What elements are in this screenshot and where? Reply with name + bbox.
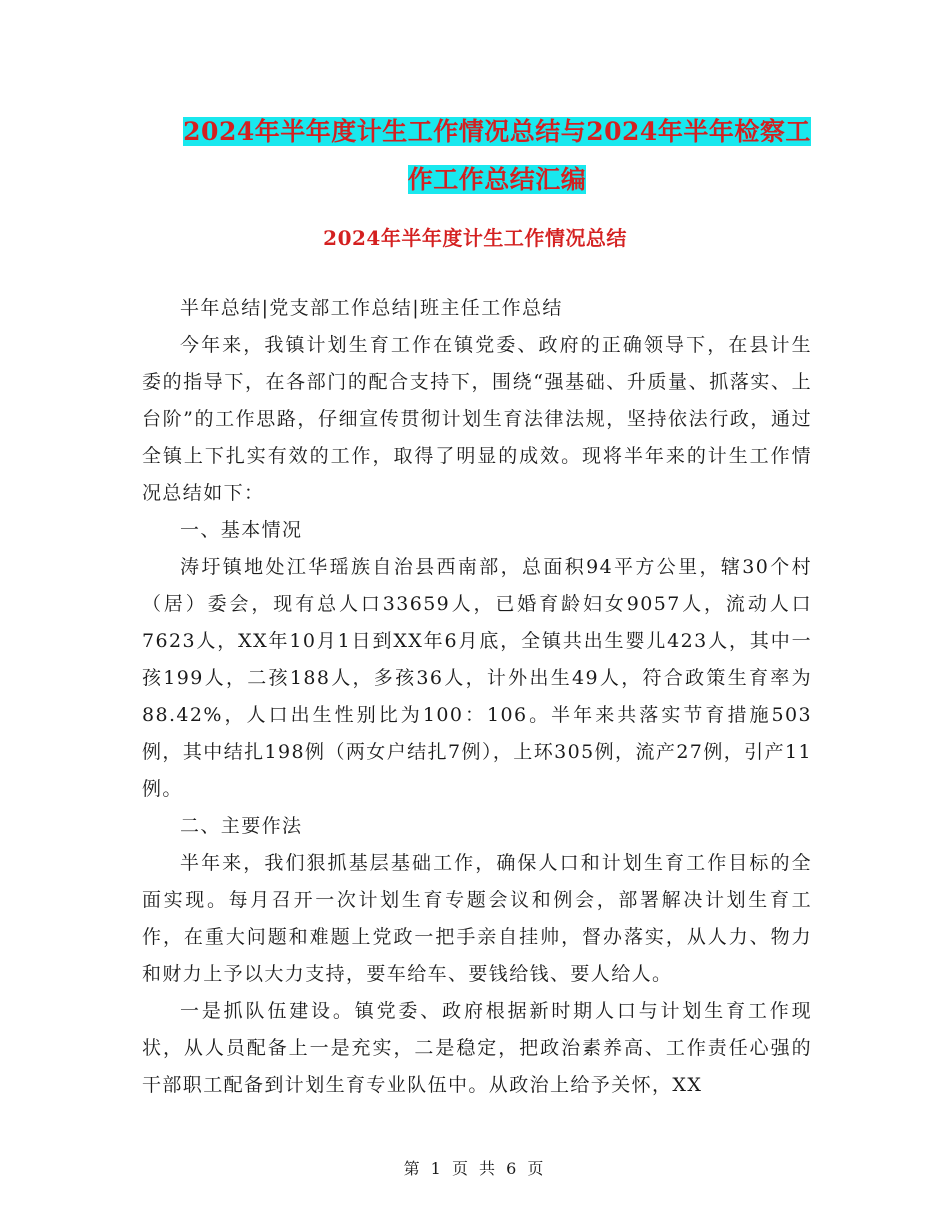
document-title-line-2: 作工作总结汇编 bbox=[407, 165, 587, 194]
paragraph-tags: 半年总结|党支部工作总结|班主任工作总结 bbox=[180, 297, 563, 319]
document-body bbox=[142, 290, 812, 1104]
paragraph-team-building: 一是抓队伍建设。镇党委、政府根据新时期人口与计划生育工作现状，从人员配备上一是充实，二是稳定，把政治素养高、工作责任心强的干部职工配备到计划生育专业队伍中。从政治上给予关怀，XX bbox=[142, 1000, 812, 1096]
section-title: 2024年半年度计生工作情况总结 bbox=[323, 226, 627, 250]
page-footer: 第 1 页 共 6 页 bbox=[403, 1159, 547, 1178]
heading-basic-situation: 一、基本情况 bbox=[180, 519, 303, 541]
document-title bbox=[140, 108, 854, 204]
paragraph-main-practices: 半年来，我们狠抓基层基础工作，确保人口和计划生育工作目标的全面实现。每月召开一次计划生育专题会议和例会，部署解决计划生育工作，在重大问题和难题上党政一把手亲自挂帅，督办落实，从人力、物力和财力上予以大力支持，要车给车、要钱给钱、要人给人。 bbox=[142, 852, 812, 985]
paragraph-basic-situation: 涛圩镇地处江华瑶族自治县西南部，总面积94平方公里，辖30个村（居）委会，现有总人口33659人，已婚育龄妇女9057人，流动人口7623人，XX年10月1日到XX年6月底，全镇共出生婴儿423人，其中一孩199人，二孩188人，多孩36人，计外出生49人，符合政策生育率为88.42%，人口出生性别比为100：106。半年来共落实节育措施503例，其中结扎198例（两女户结扎7例），上环305例，流产27例，引产11例。 bbox=[142, 556, 812, 800]
paragraph-intro: 今年来，我镇计划生育工作在镇党委、政府的正确领导下，在县计生委的指导下，在各部门的配合支持下，围绕“强基础、升质量、抓落实、上台阶”的工作思路，仔细宣传贯彻计划生育法律法规，坚持依法行政，通过全镇上下扎实有效的工作，取得了明显的成效。现将半年来的计生工作情况总结如下： bbox=[142, 334, 812, 504]
document-title-line-1: 2024年半年度计生工作情况总结与2024年半年检察工 bbox=[183, 117, 811, 146]
heading-main-practices: 二、主要作法 bbox=[180, 815, 303, 837]
